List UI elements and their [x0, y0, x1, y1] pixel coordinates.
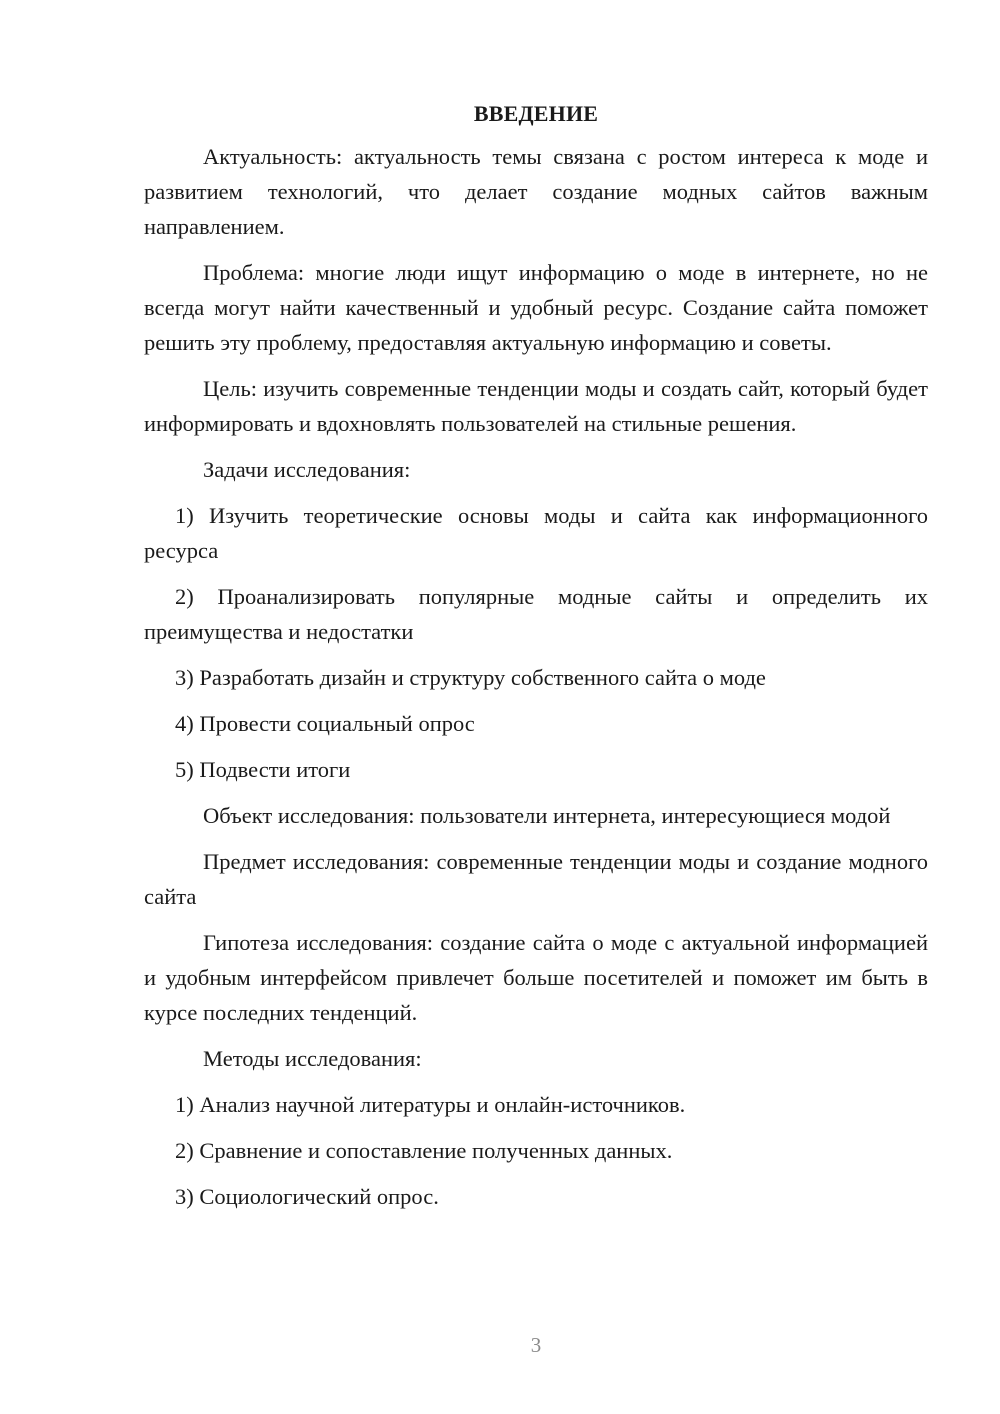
list-item: 3) Разработать дизайн и структуру собственного сайта о моде — [175, 665, 766, 690]
list-item: 1) Изучить теоретические основы моды и сайта как информационного ресурса — [144, 503, 928, 563]
methods-heading: Методы исследования: — [203, 1046, 422, 1071]
object-paragraph: Объект исследования: пользователи интернета, интересующиеся модой — [203, 803, 891, 828]
list-item: 5) Подвести итоги — [175, 757, 351, 782]
methods-list — [144, 1087, 928, 1214]
relevance-paragraph: Актуальность: актуальность темы связана с ростом интереса к моде и развитием технологий, что делает создание модных сайтов важным направлением. — [144, 144, 928, 239]
list-item: 4) Провести социальный опрос — [175, 711, 475, 736]
problem-paragraph: Проблема: многие люди ищут информацию о моде в интернете, но не всегда могут найти качественный и удобный ресурс. Создание сайта поможет решить эту проблему, предоставляя актуальную информацию и советы. — [144, 260, 928, 355]
page-content — [144, 96, 928, 1225]
tasks-heading: Задачи исследования: — [203, 457, 411, 482]
list-item: 2) Сравнение и сопоставление полученных данных. — [175, 1138, 673, 1163]
page-title: ВВЕДЕНИЕ — [473, 101, 599, 126]
list-item: 1) Анализ научной литературы и онлайн-источников. — [175, 1092, 686, 1117]
tasks-list — [144, 498, 928, 787]
goal-paragraph: Цель: изучить современные тенденции моды и создать сайт, который будет информировать и вдохновлять пользователей на стильные решения. — [144, 376, 928, 436]
hypothesis-paragraph: Гипотеза исследования: создание сайта о моде с актуальной информацией и удобным интерфейсом привлечет больше посетителей и поможет им быть в курсе последних тенденций. — [144, 930, 928, 1025]
list-item: 2) Проанализировать популярные модные сайты и определить их преимущества и недостатки — [144, 584, 928, 644]
list-item: 3) Социологический опрос. — [175, 1184, 439, 1209]
page-number: 3 — [530, 1333, 542, 1357]
subject-paragraph: Предмет исследования: современные тенденции моды и создание модного сайта — [144, 849, 928, 909]
